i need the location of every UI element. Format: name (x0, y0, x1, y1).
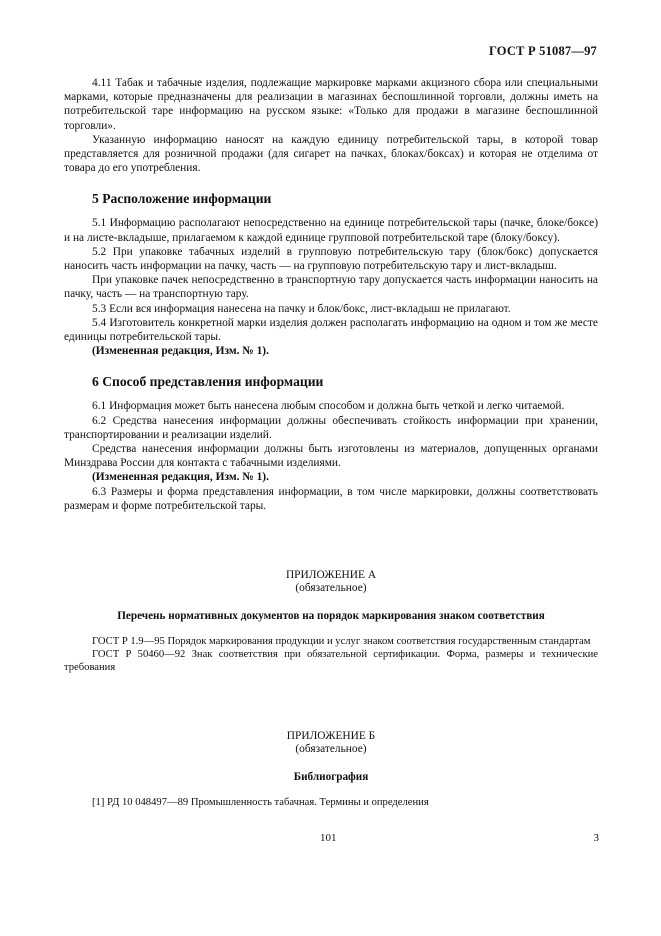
section-5-title: 5 Расположение информации (92, 191, 272, 207)
paragraph-5-3: 5.3 Если вся информация нанесена на пачку и блок/бокс, лист-вкладыш не прилагают. (92, 302, 511, 315)
appendix-b-title: Библиография (293, 771, 369, 784)
paragraph-6-3: 6.3 Размеры и форма представления информации, в том числе маркировки, должны соответствовать размерам и форме потребительской тары. (64, 485, 598, 512)
paragraph-6-2: 6.2 Средства нанесения информации должны обеспечивать стойкость информации при хранении, транспортировании и реализации изделий. (64, 414, 598, 441)
paragraph-4-11: 4.11 Табак и табачные изделия, подлежащие маркировке марками акцизного сбора или специальными марками, которые предназначены для реализации в магазинах беспошлинной торговли, должны иметь на потребительской таре информацию на русском языке: «Только для продажи в магазине беспошлинной торговли». (64, 77, 598, 132)
footer-number: 101 (320, 832, 337, 844)
paragraph-6-2-b: Средства нанесения информации должны быть изготовлены из материалов, допущенных органами Минздрава России для контакта с табачными изделиями. (64, 443, 598, 470)
appendix-b (64, 730, 598, 809)
appendix-a-status: (обязательное) (295, 582, 367, 595)
paragraph-4-11-b: Указанную информацию наносят на каждую единицу потребительской тары, в которой товар представляется для розничной продажи (для сигарет на пачках, блоках/боксах) и которая не отделима от товара до его употребления. (64, 133, 598, 175)
paragraph-5-1: 5.1 Информацию располагают непосредственно на единице потребительской тары (пачке, блоке/боксе) и на листе-вкладыше, прилагаемом к каждой единице групповой потребительской таре (блоку/боксу). (64, 217, 598, 244)
appendix-a-label: ПРИЛОЖЕНИЕ А (285, 569, 377, 582)
reference-doc-1: ГОСТ Р 1.9—95 Порядок маркирования продукции и услуг знаком соответствия государственным стандартам (92, 636, 591, 648)
appendix-b-label: ПРИЛОЖЕНИЕ Б (286, 730, 376, 743)
paragraph-5-4: 5.4 Изготовитель конкретной марки изделия должен располагать информацию на одном и том же месте единицы потребительской тары. (64, 316, 598, 344)
paragraph-6-1: 6.1 Информация может быть нанесена любым способом и должна быть четкой и легко читаемой. (92, 400, 565, 413)
page-content (64, 76, 598, 809)
section-6-title: 6 Способ представления информации (92, 374, 324, 390)
page-number: 3 (593, 832, 599, 844)
section-4-continued (64, 76, 598, 175)
paragraph-5-2-b: При упаковке пачек непосредственно в транспортную тару допускается часть информации наносить на пачку, часть — на транспортную тару. (64, 274, 598, 301)
section-5 (64, 191, 598, 358)
appendix-a (64, 569, 598, 674)
section-6 (64, 374, 598, 513)
paragraph-5-2: 5.2 При упаковке табачных изделий в групповую потребительскую тару (блок/бокс) допускается наносить часть информации на пачку, часть — на групповую потребительскую тару и лист-вкладыш. (64, 245, 598, 273)
reference-doc-2: ГОСТ Р 50460—92 Знак соответствия при обязательной сертификации. Форма, размеры и технические требования (64, 649, 598, 674)
amendment-note-5: (Измененная редакция, Изм. № 1). (92, 345, 269, 358)
bibliography-entry-1: [1] РД 10 048497—89 Промышленность табачная. Термины и определения (92, 797, 429, 809)
appendix-a-title: Перечень нормативных документов на порядок маркирования знаком соответствия (117, 610, 545, 623)
amendment-note-6: (Измененная редакция, Изм. № 1). (92, 471, 269, 484)
standard-header: ГОСТ Р 51087—97 (488, 44, 597, 58)
appendix-b-status: (обязательное) (295, 743, 367, 756)
